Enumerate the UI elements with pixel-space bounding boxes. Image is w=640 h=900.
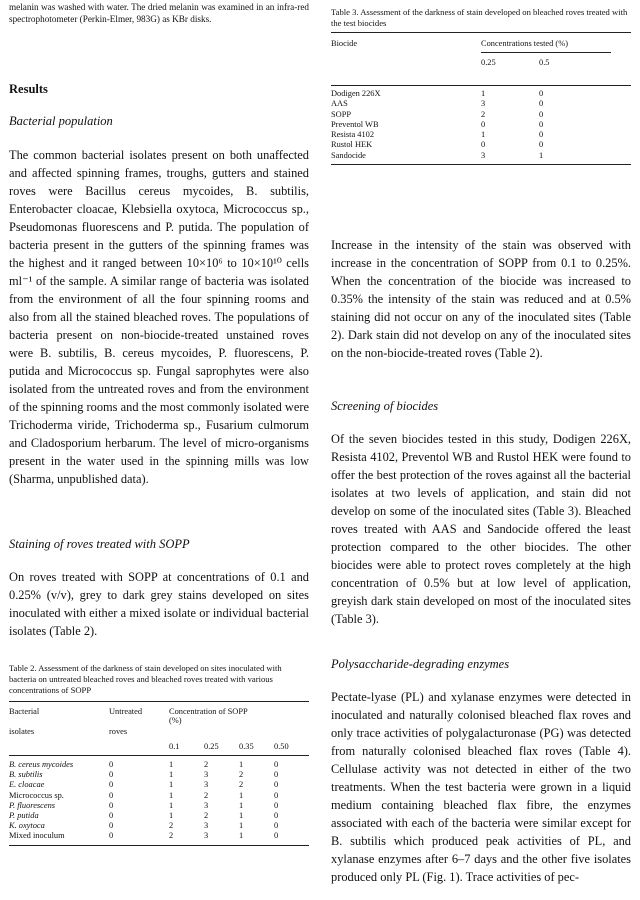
polysaccharide-heading: Polysaccharide-degrading enzymes	[331, 657, 510, 671]
intro-text: melanin was washed with water. The dried melanin was examined in an infra-red spectrophotometer (Perkin-Elmer, 983G) as KBr disks.	[9, 2, 309, 24]
table2	[9, 701, 309, 846]
table-row: Sandocide 3 1	[331, 150, 544, 160]
table2-header-roves: roves	[109, 727, 128, 736]
table-row: K. oxytoca 0 2 3 1 0	[9, 821, 279, 831]
table2-conc-3: 0.50	[274, 742, 289, 751]
table3-header-biocide: Biocide	[331, 39, 358, 48]
table2-mid-rule	[9, 755, 309, 756]
table2-header-isolates: isolates	[9, 727, 35, 736]
table-row: B. cereus mycoides 0 1 2 1 0	[9, 760, 279, 769]
results-heading: Results	[9, 82, 48, 96]
table2-conc-0: 0.1	[169, 742, 180, 751]
table3-caption: Table 3. Assessment of the darkness of stain developed on bleached roves treated with the test biocides	[331, 7, 628, 28]
table2-body	[9, 760, 309, 842]
bacterial-population-text: The common bacterial isolates present on both unaffected and affected spinning frames, troughs, gutters and stained roves were Bacillus cereus mycoides, B. subtilis, Enterobacter cloacae, Klebsiella oxytoca, Micrococcus sp., Pseudomonas fluorescens and P. putida. The population of bacteria present in the gutters of the spinning frames was the highest and it ranged between 10×10⁶ to 10×10¹⁰ cells ml⁻¹ of the sample. A similar range of bacteria was isolated from the environment of all the four spinning rooms and also from all the stained bleached roves. The populations of bacteria present on non-biocide-treated unstained roves were B. subtilis, B. cereus mycoides, P. fluorescens, P. putida and Micrococcus sp. Fungal saprophytes were also isolated from the untreated roves and from the environment of the spinning rooms and the most commonly isolated were Trichoderma viride, Trichoderma sp., Fusarium culmorum and Cladosporium herbarum. The level of micro-organisms present in the water used in the spinning mills was low (Sharma, unpublished data).	[9, 148, 309, 486]
table-row: E. cloacae 0 1 3 2 0	[9, 780, 279, 790]
table3	[331, 32, 631, 165]
table3-header-concentrations: Concentrations tested (%)	[481, 39, 568, 48]
table3-conc-1: 0.5	[539, 58, 550, 67]
table-row: Preventol WB 0 0	[331, 119, 544, 129]
table2-bottom-rule	[9, 845, 309, 846]
table-row: SOPP 2 0	[331, 109, 544, 119]
table-row: Rustol HEK 0 0	[331, 140, 544, 150]
table-row: B. subtilis 0 1 3 2 0	[9, 770, 279, 780]
table2-header-pct: (%)	[169, 716, 182, 725]
table-row: AAS 3 0	[331, 99, 544, 109]
polysaccharide-text: Pectate-lyase (PL) and xylanase enzymes were detected in inoculated and naturally colonised bleached flax roves and only trace activities of polygalacturonase (PG) was detected from naturally colonised bleached flax roves (Table 4). Cellulase activity was not detected in either of the two treatments. When the test bacteria were grown in a liquid medium containing bleached flax fibre, the enzymes associated with each of the bacteria were similar except for B. subtilis which produced peak activities of PL, and xylanase enzymes after 6–7 days and the other five isolates produced only PL (Fig. 1). Trace activities of pec-	[331, 690, 631, 884]
table2-top-rule	[9, 701, 309, 702]
staining-heading: Staining of roves treated with SOPP	[9, 537, 190, 551]
screening-text: Of the seven biocides tested in this study, Dodigen 226X, Resista 4102, Preventol WB and Rustol HEK were found to offer the best protection of the roves against all the bacterial isolates at two levels of application, and stain did not develop on some of the inoculated sites (Table 3). Bleached roves treated with AAS and Sandocide offered the least protection compared to the other biocides. The other biocides were able to protect roves completely at the high concentration of 0.5% but at low level of application, greyish dark stain developed on most of the inoculated sites (Table 3).	[331, 432, 631, 626]
table3-top-rule	[331, 32, 631, 33]
table2-header-bacterial: Bacterial	[9, 707, 40, 716]
table2-header-untreated: Untreated	[109, 707, 143, 716]
table-row: Micrococcus sp. 0 1 2 1 0	[9, 790, 279, 800]
staining-text: On roves treated with SOPP at concentrations of 0.1 and 0.25% (v/v), grey to dark grey stains developed on sites inoculated with either a mixed isolate or individual bacterial isolates (Table 2).	[9, 570, 309, 638]
increase-text: Increase in the intensity of the stain was observed with increase in the concentration of SOPP from 0.1 to 0.25%. When the concentration of the biocide was increased to 0.35% the intensity of the stain was reduced and at 0.5% staining did not occur on any of the inoculated sites (Table 2). Dark stain did not develop on any of the inoculated sites on the non-biocide-treated roves (Table 2).	[331, 238, 631, 360]
table-row: P. putida 0 1 2 1 0	[9, 811, 279, 821]
table2-header-concentration: Concentration of SOPP	[169, 707, 248, 716]
table-row: Resista 4102 1 0	[331, 130, 544, 140]
table3-bottom-rule	[331, 164, 631, 165]
screening-heading: Screening of biocides	[331, 399, 439, 413]
table3-subheader-rule	[481, 52, 611, 53]
bacterial-population-heading: Bacterial population	[9, 114, 113, 128]
table2-conc-2: 0.35	[239, 742, 254, 751]
table2-caption: Table 2. Assessment of the darkness of stain developed on sites inoculated with bacteria on untreated bleached roves and bleached roves treated with various concentrations of SOPP	[9, 663, 282, 695]
table-row: P. fluorescens 0 1 3 1 0	[9, 800, 279, 810]
table-row: Dodigen 226X 1 0	[331, 89, 544, 98]
table3-conc-0: 0.25	[481, 58, 496, 67]
table-row: Mixed inoculum 0 2 3 1 0	[9, 831, 279, 841]
table3-body	[331, 89, 631, 161]
table3-mid-rule	[331, 85, 631, 86]
table2-conc-1: 0.25	[204, 742, 219, 751]
